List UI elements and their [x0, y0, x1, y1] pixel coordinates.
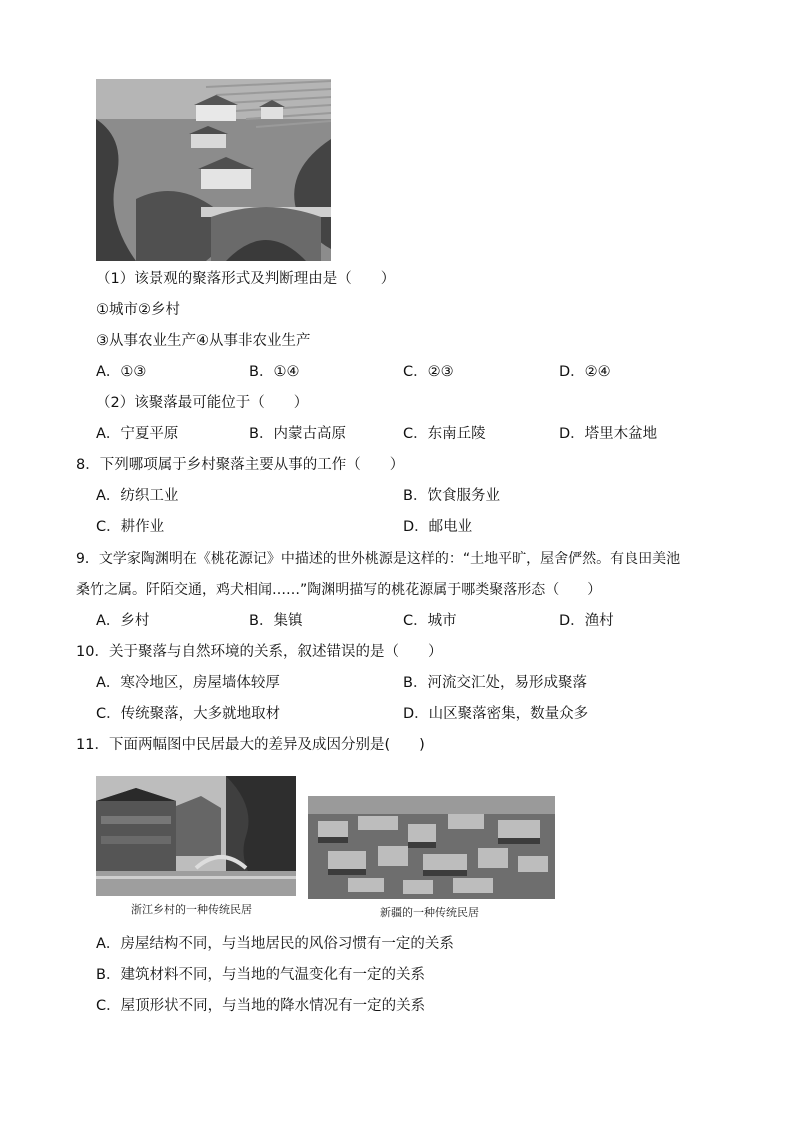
q11-option-a[interactable]: A．房屋结构不同，与当地居民的风俗习惯有一定的关系 [96, 936, 454, 952]
q8-stem: 8．下列哪项属于乡村聚落主要从事的工作（ ） [76, 457, 405, 473]
q7-sub2-option-c[interactable]: C．东南丘陵 [403, 426, 486, 442]
q7-sub2-option-b[interactable]: B．内蒙古高原 [249, 426, 346, 442]
q11-option-c[interactable]: C．屋顶形状不同，与当地的降水情况有一定的关系 [96, 998, 426, 1014]
q9-stem-line1: 9．文学家陶渊明在《桃花源记》中描述的世外桃源是这样的：“土地平旷，屋舍俨然。有良田美池 [76, 551, 681, 567]
q8-option-a[interactable]: A．纺织工业 [96, 488, 179, 504]
q7-sub1-stem: （1）该景观的聚落形式及判断理由是（ ） [96, 271, 396, 287]
q9-option-c[interactable]: C．城市 [403, 613, 457, 629]
q9-option-a[interactable]: A．乡村 [96, 613, 150, 629]
q7-sub2-option-a[interactable]: A．宁夏平原 [96, 426, 179, 442]
xinjiang-dwelling-photo [308, 796, 555, 899]
q10-option-b[interactable]: B．河流交汇处，易形成聚落 [403, 675, 587, 691]
q8-option-c[interactable]: C．耕作业 [96, 519, 165, 535]
q7-sub2-stem: （2）该聚落最可能位于（ ） [96, 395, 309, 411]
q9-option-b[interactable]: B．集镇 [249, 613, 303, 629]
q10-stem: 10．关于聚落与自然环境的关系，叙述错误的是（ ） [76, 644, 443, 660]
q7-sub1-option-d[interactable]: D．②④ [559, 364, 611, 380]
village-landscape-photo [96, 79, 331, 261]
q10-option-d[interactable]: D．山区聚落密集，数量众多 [403, 706, 589, 722]
q7-sub1-option-b[interactable]: B．①④ [249, 364, 300, 380]
q8-option-b[interactable]: B．饮食服务业 [403, 488, 500, 504]
q7-sub1-choice-line2: ③从事农业生产④从事非农业生产 [96, 333, 311, 349]
xinjiang-dwelling-caption: 新疆的一种传统民居 [380, 906, 479, 919]
q10-option-a[interactable]: A．寒冷地区，房屋墙体较厚 [96, 675, 280, 691]
zhejiang-dwelling-photo [96, 776, 296, 896]
q8-option-d[interactable]: D．邮电业 [403, 519, 473, 535]
q7-sub2-option-d[interactable]: D．塔里木盆地 [559, 426, 658, 442]
q9-option-d[interactable]: D．渔村 [559, 613, 614, 629]
q11-stem: 11．下面两幅图中民居最大的差异及成因分别是( ) [76, 737, 425, 753]
zhejiang-dwelling-caption: 浙江乡村的一种传统民居 [131, 903, 252, 916]
q7-sub1-choice-line1: ①城市②乡村 [96, 302, 180, 318]
q9-stem-line2: 桑竹之属。阡陌交通，鸡犬相闻……”陶渊明描写的桃花源属于哪类聚落形态（ ） [76, 582, 602, 598]
q7-sub1-option-a[interactable]: A．①③ [96, 364, 147, 380]
q11-option-b[interactable]: B．建筑材料不同，与当地的气温变化有一定的关系 [96, 967, 425, 983]
q10-option-c[interactable]: C．传统聚落，大多就地取材 [96, 706, 281, 722]
q7-sub1-option-c[interactable]: C．②③ [403, 364, 454, 380]
